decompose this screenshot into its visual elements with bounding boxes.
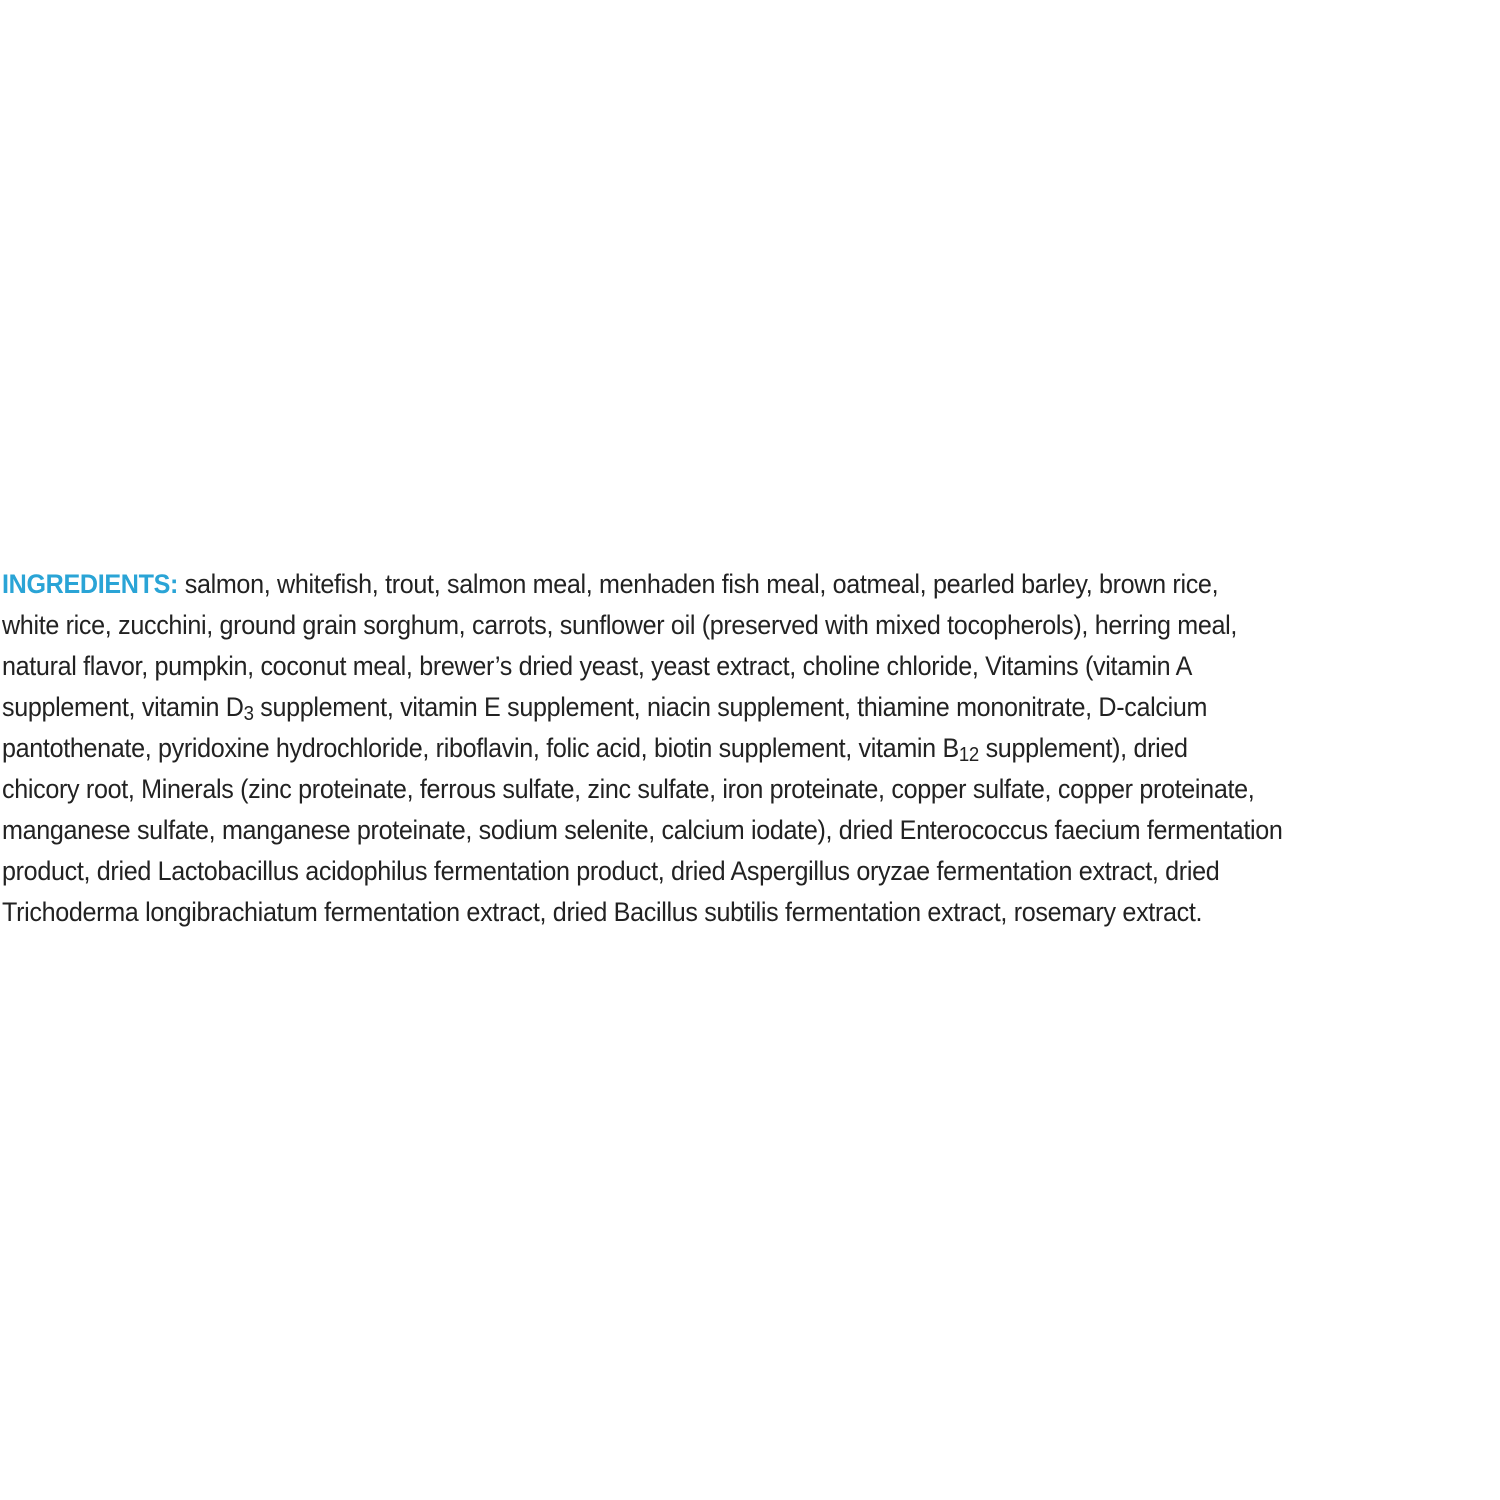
- ingredients-label: [2, 564, 1498, 933]
- ingredients-text: salmon, whitefish, trout, salmon meal, menhaden fish meal, oatmeal, pearled barley, brown rice,: [178, 569, 1219, 599]
- ingredients-heading: INGREDIENTS:: [2, 569, 179, 599]
- line-4-text-b: supplement, vitamin E supplement, niacin supplement, thiamine mononitrate, D-calcium: [253, 692, 1208, 722]
- ingredients-line-1: [2, 564, 1393, 605]
- ingredients-line-6: chicory root, Minerals (zinc proteinate, ferrous sulfate, zinc sulfate, iron proteinate, copper sulfate, copper proteinate,: [2, 774, 1255, 804]
- ingredients-line-7: manganese sulfate, manganese proteinate, sodium selenite, calcium iodate), dried Enterococcus faecium fermentation: [2, 815, 1283, 845]
- line-5-text-a: pantothenate, pyridoxine hydrochloride, riboflavin, folic acid, biotin supplement, vitamin B: [2, 733, 959, 763]
- line-4-text-a: supplement, vitamin D: [2, 692, 244, 722]
- ingredients-line-5: [2, 728, 1393, 769]
- ingredients-line-9: Trichoderma longibrachiatum fermentation extract, dried Bacillus subtilis fermentation extract, rosemary extract.: [2, 897, 1203, 927]
- subscript-3: 3: [243, 703, 254, 725]
- ingredients-line-4: [2, 687, 1393, 728]
- ingredients-line-3: natural flavor, pumpkin, coconut meal, brewer’s dried yeast, yeast extract, choline chloride, Vitamins (vitamin A: [2, 651, 1193, 681]
- ingredients-line-2: white rice, zucchini, ground grain sorghum, carrots, sunflower oil (preserved with mixed tocopherols), herring meal,: [2, 610, 1238, 640]
- line-5-text-b: supplement), dried: [978, 733, 1188, 763]
- subscript-12: 12: [958, 744, 979, 766]
- ingredients-line-8: product, dried Lactobacillus acidophilus fermentation product, dried Aspergillus oryzae fermentation extract, dried: [2, 856, 1220, 886]
